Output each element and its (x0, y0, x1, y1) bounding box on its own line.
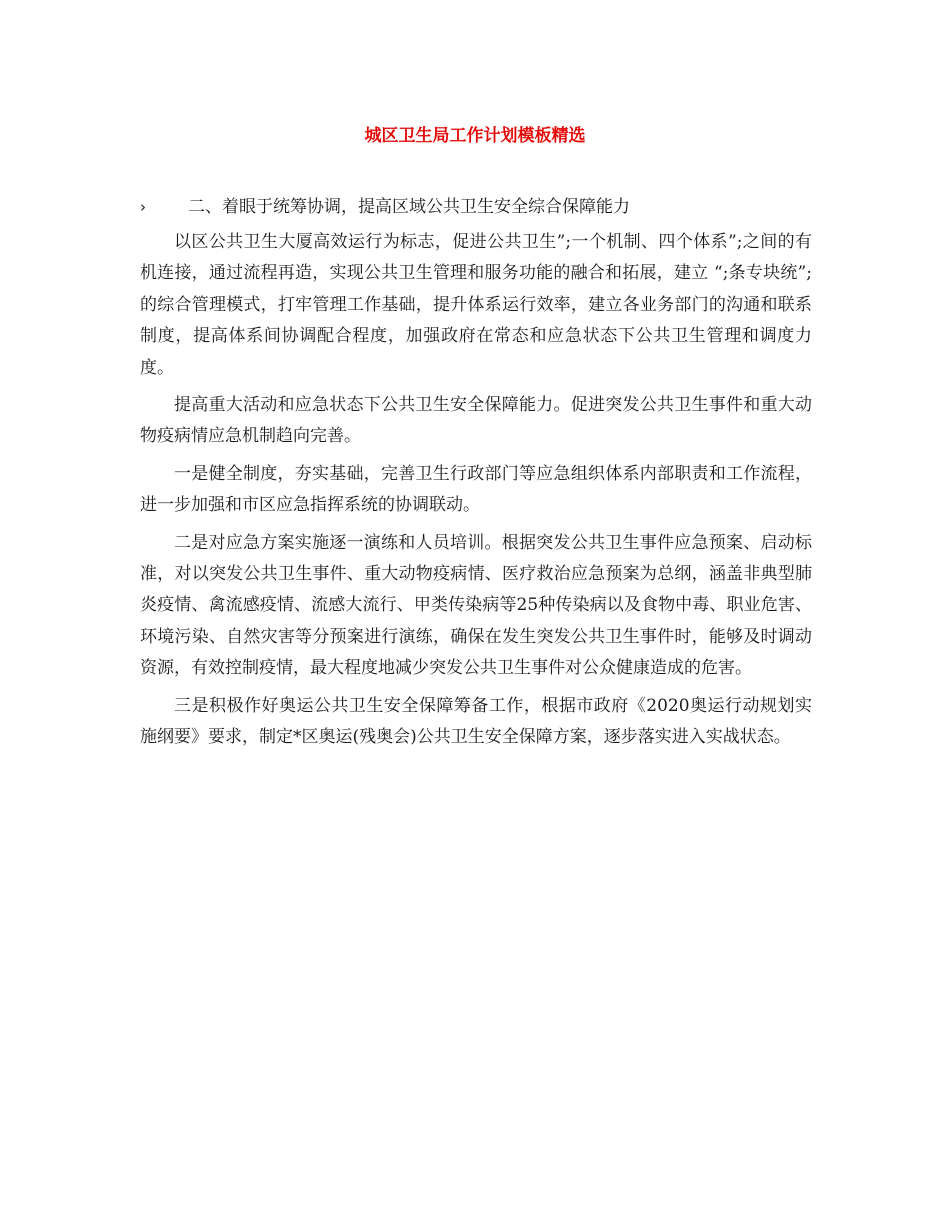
paragraph-3: 一是健全制度，夯实基础，完善卫生行政部门等应急组织体系内部职责和工作流程，进一步加强和市区应急指挥系统的协调联动。 (140, 463, 812, 516)
section-heading (140, 194, 820, 220)
list-marker-icon: › (140, 198, 146, 216)
document-body (140, 227, 812, 760)
document-title: 城区卫生局工作计划模板精选 (364, 126, 586, 146)
paragraph-5: 三是积极作好奥运公共卫生安全保障筹备工作，根据市政府《2020奥运行动规划实施纲要》要求，制定*区奥运(残奥会)公共卫生安全保障方案，逐步落实进入实战状态。 (140, 695, 812, 748)
paragraph-2: 提高重大活动和应急状态下公共卫生安全保障能力。促进突发公共卫生事件和重大动物疫病情应急机制趋向完善。 (140, 395, 812, 447)
paragraph-4: 二是对应急方案实施逐一演练和人员培训。根据突发公共卫生事件应急预案、启动标准，对以突发公共卫生事件、重大动物疫病情、医疗救治应急预案为总纲，涵盖非典型肺炎疫情、禽流感疫情、流感大流行、甲类传染病等25种传染病以及食物中毒、职业危害、环境污染、自然灾害等分预案进行演练，确保在发生突发公共卫生事件时，能够及时调动资源，有效控制疫情，最大程度地减少突发公共卫生事件对公众健康造成的危害。 (140, 532, 812, 679)
paragraph-1: 以区公共卫生大厦高效运行为标志，促进公共卫生”;一个机制、四个体系”;之间的有机连接，通过流程再造，实现公共卫生管理和服务功能的融合和拓展，建立 “;条专块统”;的综合管理模式，打牢管理工作基础，提升体系运行效率，建立各业务部门的沟通和联系制度，提高体系间协调配合程度，加强政府在常态和应急状态下公共卫生管理和调度力度。 (140, 232, 812, 378)
section-heading-text: 二、着眼于统筹协调，提高区域公共卫生安全综合保障能力 (188, 197, 630, 217)
